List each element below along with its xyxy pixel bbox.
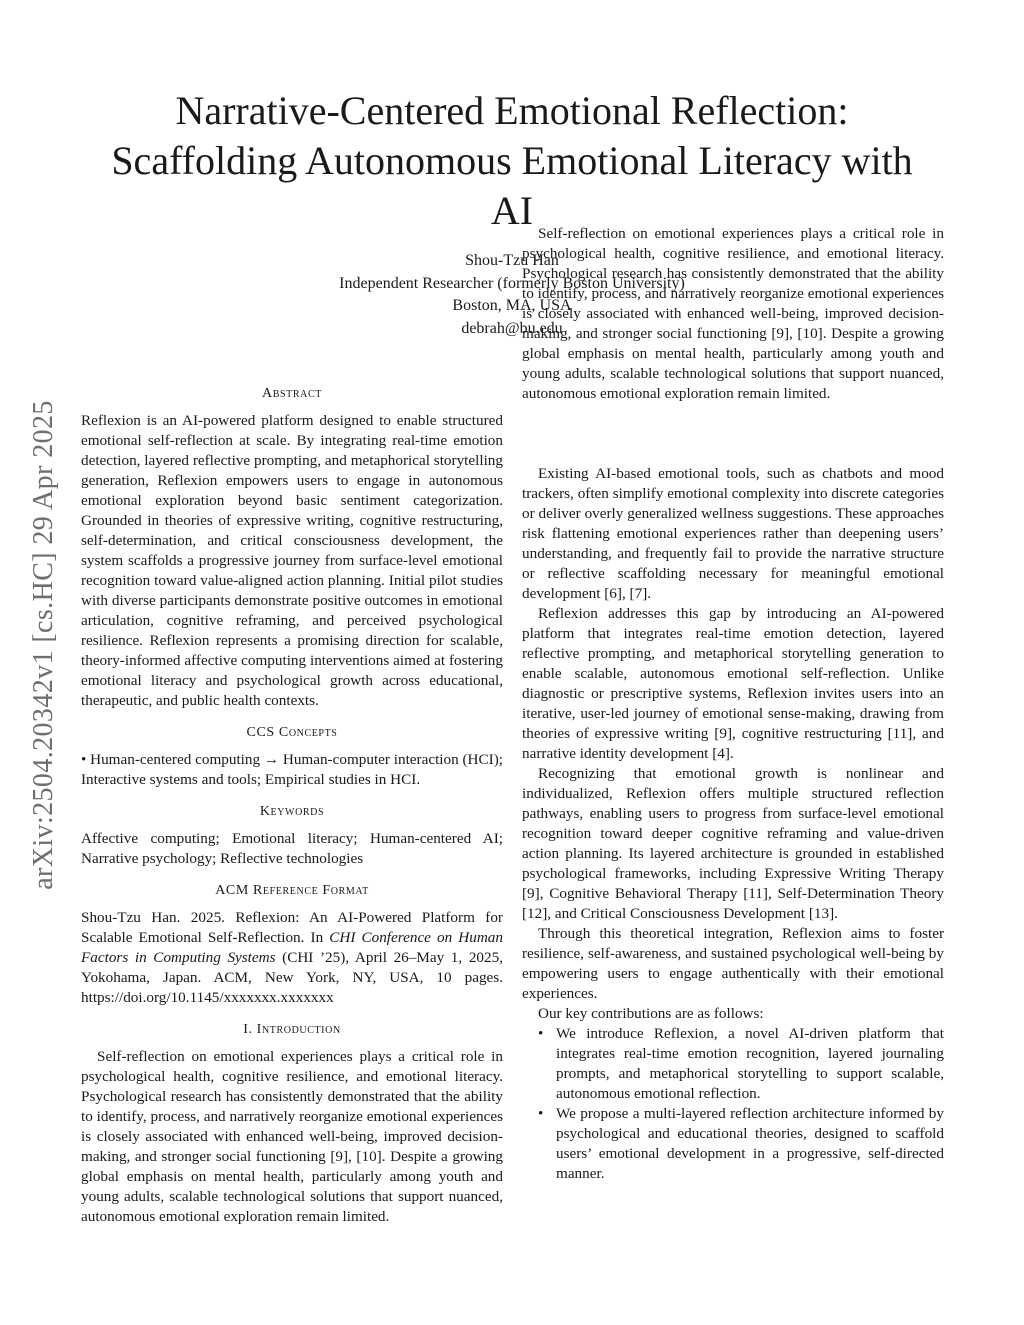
author-name: Shou-Tzu Han: [465, 252, 559, 269]
author-affiliation: Independent Researcher (formerly Boston University): [339, 274, 685, 292]
acm-reference-venue: CHI Conference on Human Factors in Computing Systems: [81, 929, 503, 966]
right-column: [522, 225, 944, 1184]
intro-paragraph-1: Self-reflection on emotional experiences plays a critical role in psychological health, cognitive resilience, and emotional literacy. Psychological research has consistently demonstrated that the ability to identify, process, and narratively reorganize emotional experiences is closely associated with enhanced well-being, improved decision-making, and stronger social functioning [9], [10]. Despite a growing global emphasis on mental health, particularly among youth and young adults, scalable technological solutions that support nuanced, autonomous emotional exploration remain limited.: [81, 1048, 503, 1225]
list-item: [538, 1104, 944, 1184]
contribution-text: We propose a multi-layered reflection architecture informed by psychological and educational theories, designed to scaffold users’ emotional development in a progressive, self-directed manner.: [556, 1105, 944, 1182]
acm-reference-heading: ACM Reference Format: [215, 883, 369, 898]
bullet-icon: •: [538, 1025, 544, 1042]
contribution-text: We introduce Reflexion, a novel AI-driven platform that integrates real-time emotion recognition, layered journaling prompts, and metaphorical storytelling to support scalable, autonomous emotional reflection.: [556, 1025, 944, 1102]
list-item: [538, 1024, 944, 1104]
introduction-heading: I. Introduction: [243, 1022, 341, 1037]
ccs-section: [81, 723, 503, 790]
ccs-heading: CCS Concepts: [246, 725, 338, 740]
acm-reference-post: (CHI ’25), April 26–May 1, 2025, Yokohama, Japan. ACM, New York, NY, USA, 10 pages. https://doi.org/10.1145/xxxxxxx.xxxxxxx: [81, 949, 503, 1006]
intro-paragraph-1-continued: [522, 225, 944, 464]
contributions-list: [522, 1024, 944, 1184]
title-line: Scaffolding Autonomous Emotional Literacy with: [111, 138, 913, 183]
introduction-section: [81, 1020, 503, 1225]
acm-reference-pre: Shou-Tzu Han. 2025. Reflexion: An AI-Powered Platform for Scalable Emotional Self-Reflection. In: [81, 909, 503, 946]
intro-paragraph-3: Reflexion addresses this gap by introducing an AI-powered platform that integrates real-time emotion detection, layered reflective prompting, and metaphorical storytelling generation to enable scalable, autonomous emotional self-reflection. Unlike diagnostic or prescriptive systems, Reflexion invites users into an iterative, user-led journey of emotional sense-making, drawing from theories of expressive writing [9], cognitive restructuring [11], and narrative identity development [4].: [522, 605, 944, 762]
bullet-icon: •: [538, 1105, 544, 1122]
left-column: [81, 384, 503, 1225]
author-email: debrah@bu.edu: [461, 319, 563, 337]
acm-reference-text: [81, 908, 503, 1008]
arxiv-stamp-text: arXiv:2504.20342v1 [cs.HC] 29 Apr 2025: [28, 400, 59, 890]
keywords-section: [81, 802, 503, 869]
intro-paragraph-2: Existing AI-based emotional tools, such as chatbots and mood trackers, often simplify emotional complexity into discrete categories or deliver overly generalized wellness suggestions. These approaches risk flattening emotional experiences rather than deepening users’ understanding, and frequently fail to provide the narrative structure or reflective scaffolding necessary for meaningful emotional development [6], [7].: [522, 465, 944, 602]
ccs-text: • Human-centered computing → Human-computer interaction (HCI); Interactive systems and tools; Empirical studies in HCI.: [81, 751, 503, 788]
paper-title: [90, 86, 934, 236]
abstract-heading: Abstract: [262, 386, 322, 401]
keywords-heading: Keywords: [259, 804, 325, 819]
abstract-text: Reflexion is an AI-powered platform designed to enable structured emotional self-reflection at scale. By integrating real-time emotion detection, layered reflective prompting, and metaphorical storytelling generation, Reflexion empowers users to engage in autonomous emotional exploration beyond basic sentiment categorization. Grounded in theories of expressive writing, cognitive restructuring, self-determination, and critical consciousness development, the system scaffolds a progressive journey from surface-level emotional recognition toward value-aligned action planning. Initial pilot studies with diverse participants demonstrate positive outcomes in emotional articulation, cognitive reframing, and perceived psychological resilience. Reflexion represents a promising direction for scalable, theory-informed affective computing interventions aimed at fostering emotional literacy and psychological growth across educational, therapeutic, and public health contexts.: [81, 412, 503, 709]
author-location: Boston, MA, USA: [452, 297, 572, 314]
intro-paragraph-5: Through this theoretical integration, Reflexion aims to foster resilience, self-awareness, and sustained psychological well-being by empowering users to engage authentically with their emotional experiences.: [522, 925, 944, 1002]
title-line: Narrative-Centered Emotional Reflection:: [175, 88, 849, 133]
intro-paragraph-6: Our key contributions are as follows:: [538, 1005, 764, 1022]
abstract-section: [81, 384, 503, 711]
keywords-text: Affective computing; Emotional literacy; Human-centered AI; Narrative psychology; Reflective technologies: [81, 830, 503, 867]
acm-reference-section: [81, 881, 503, 1008]
intro-paragraph-1-overflow: Self-reflection on emotional experiences plays a critical role in psychological health, cognitive resilience, and emotional literacy. Psychological research has consistently demonstrated that the ability to identify, process, and narratively reorganize emotional experiences is closely associated with enhanced well-being, improved decision-making, and stronger social functioning [9], [10]. Despite a growing global emphasis on mental health, particularly among youth and young adults, scalable technological solutions that support nuanced, autonomous emotional exploration remain limited.: [522, 225, 944, 402]
intro-paragraph-4: Recognizing that emotional growth is nonlinear and individualized, Reflexion offers multiple structured reflection pathways, enabling users to progress from surface-level emotional recognition toward deeper cognitive reframing and value-driven action planning. Its layered architecture is grounded in established psychological frameworks, including Expressive Writing Therapy [9], Cognitive Behavioral Therapy [11], Self-Determination Theory [12], and Critical Consciousness Development [13].: [522, 765, 944, 922]
title-line: AI: [490, 188, 534, 233]
